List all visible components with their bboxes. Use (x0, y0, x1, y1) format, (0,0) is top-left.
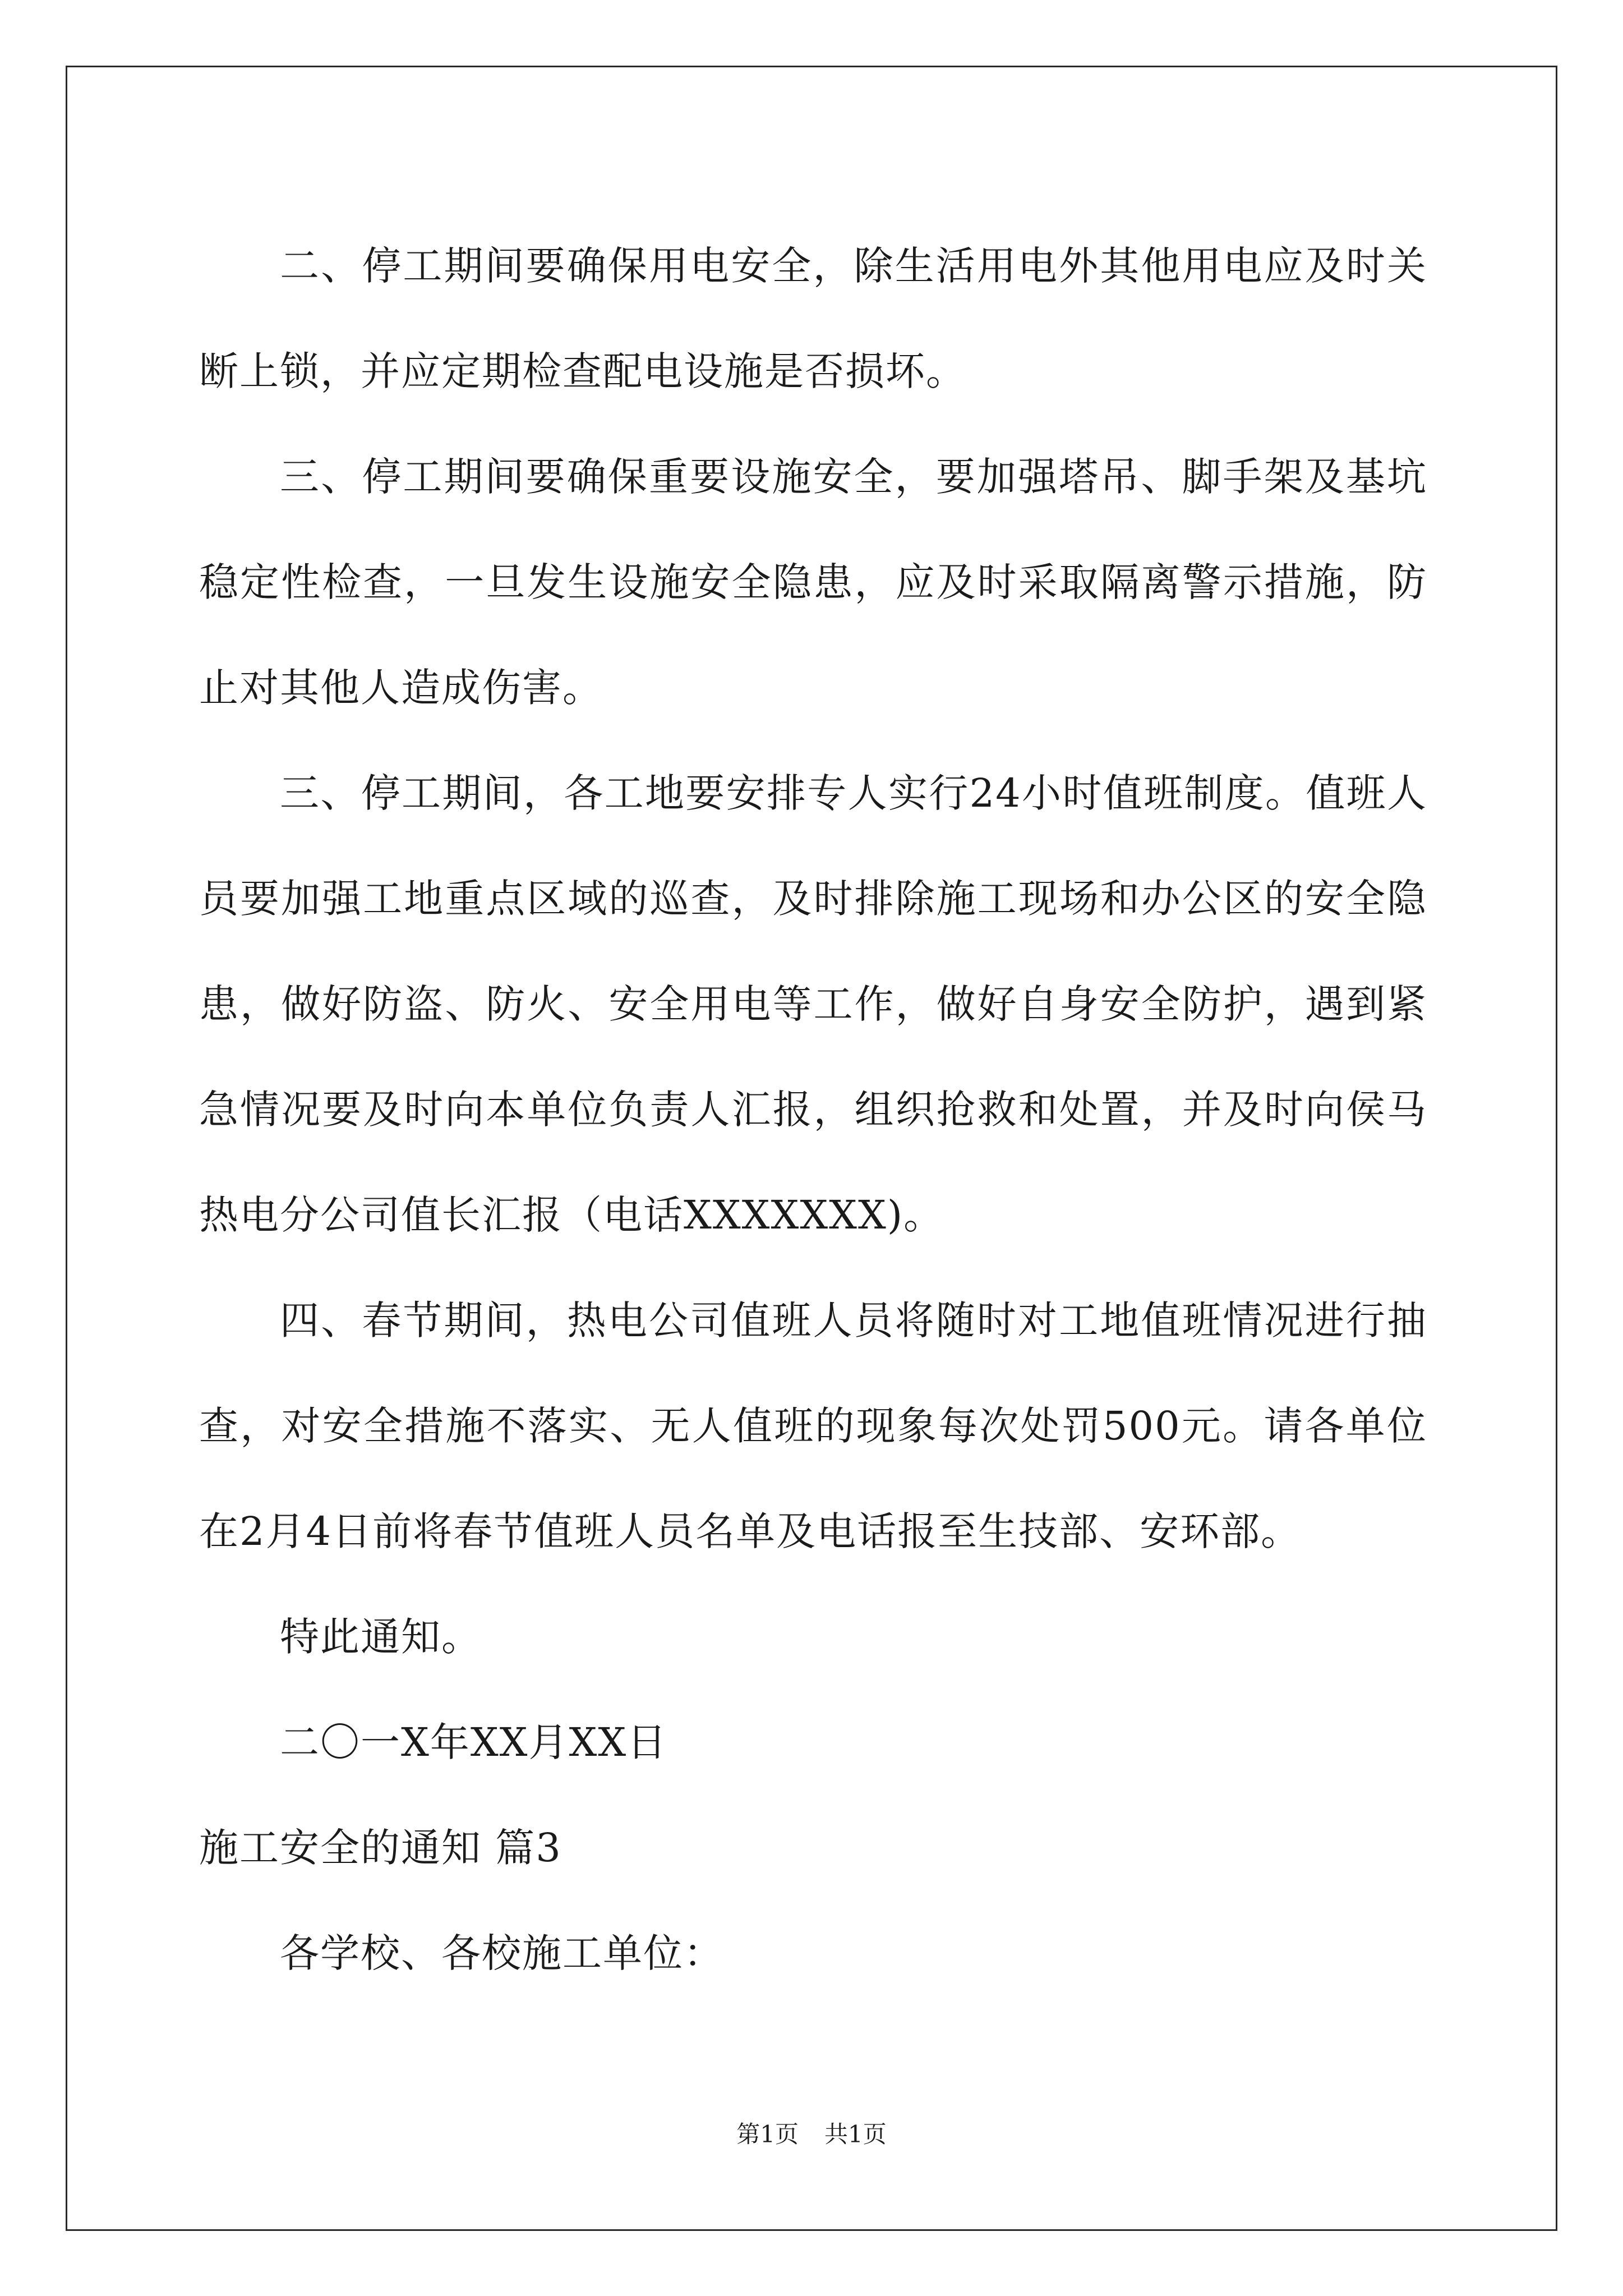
page-number-current: 第1页 (736, 2120, 799, 2148)
page-footer (0, 2118, 1623, 2151)
paragraph-facility-safety: 三、停工期间要确保重要设施安全，要加强塔吊、脚手架及基坑稳定性检查，一旦发生设施安全隐患，应及时采取隔离警示措施，防止对其他人造成伤害。 (199, 454, 1427, 711)
salutation: 各学校、各校施工单位： (280, 1930, 724, 1976)
paragraph-notice-closing: 特此通知。 (280, 1614, 482, 1660)
paragraph-spring-festival-inspection: 四、春节期间，热电公司值班人员将随时对工地值班情况进行抽查，对安全措施不落实、无人值班的现象每次处罚500元。请各单位在2月4日前将春节值班人员名单及电话报至生技部、安环部。 (199, 1297, 1427, 1554)
section-title: 施工安全的通知 篇3 (199, 1825, 562, 1871)
paragraph-electricity-safety: 二、停工期间要确保用电安全，除生活用电外其他用电应及时关断上锁，并应定期检查配电设施是否损坏。 (199, 243, 1427, 394)
page-number-total: 共1页 (824, 2120, 887, 2148)
document-body (199, 213, 1427, 2006)
paragraph-duty-system: 三、停工期间，各工地要安排专人实行24小时值班制度。值班人员要加强工地重点区域的巡查，及时排除施工现场和办公区的安全隐患，做好防盗、防火、安全用电等工作，做好自身安全防护，遇到紧急情况要及时向本单位负责人汇报，组织抢救和处置，并及时向侯马热电分公司值长汇报（电话XXXXXXX)。 (199, 770, 1427, 1238)
paragraph-date: 二〇一X年XX月XX日 (280, 1719, 668, 1765)
